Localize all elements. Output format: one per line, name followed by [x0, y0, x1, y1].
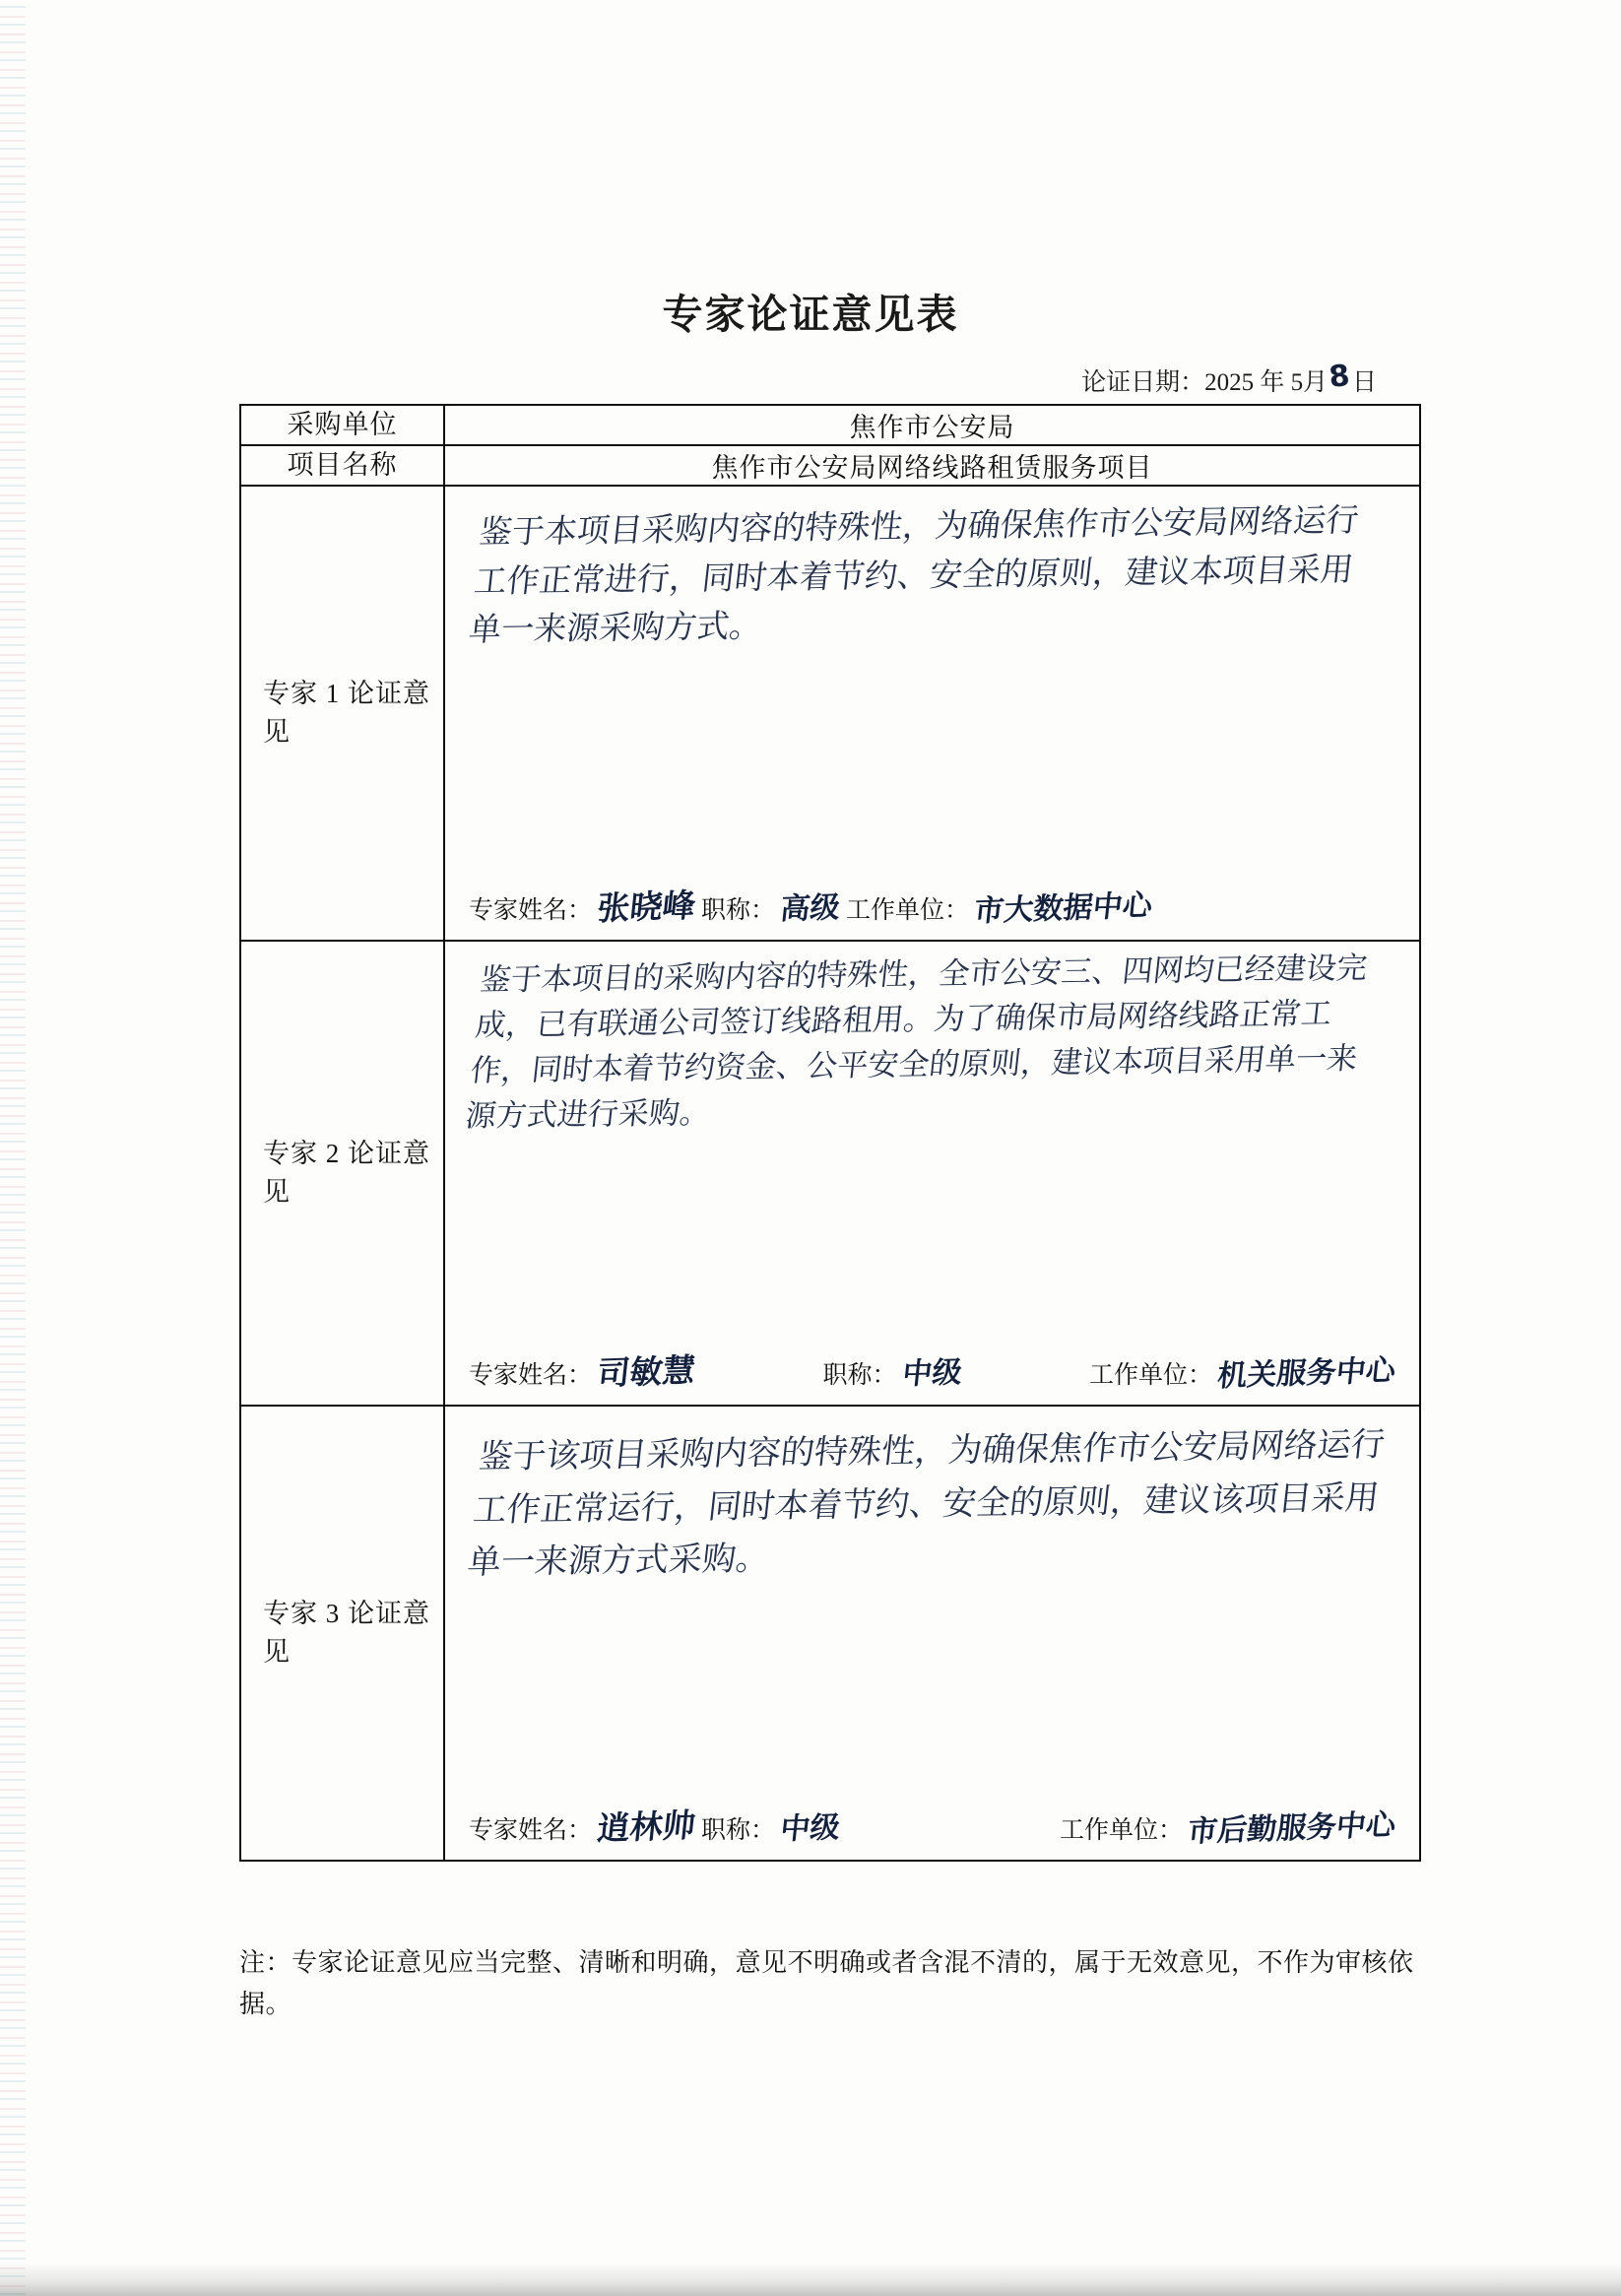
date-day-unit: 日: [1351, 369, 1377, 396]
expert-2-handwritten-opinion: 鉴于本项目的采购内容的特殊性，全市公安三、四网均已经建设完成，已有联通公司签订线路租用。为了确保市局网络线路正常工作，同时本着节约资金、公平安全的原则，建议本项目采用单一来源方式进行采购。: [463, 951, 1370, 1135]
expert-1-opinion-cell: [444, 486, 1420, 941]
table-row-purchaser: [240, 405, 1420, 445]
expert-2-org-label: 工作单位：: [1089, 1362, 1213, 1390]
expert-1-name-value: 张晓峰: [595, 886, 698, 928]
expert-3-label: 专家 3 论证意见: [240, 1406, 444, 1861]
expert-2-opinion-cell: [444, 941, 1420, 1406]
scan-bottom-shadow: [0, 2263, 1621, 2296]
date-prefix-label: 论证日期：: [1081, 369, 1205, 396]
expert-3-handwritten-opinion: 鉴于该项目采购内容的特殊性，为确保焦作市公安局网络运行工作正常运行，同时本着节约、安全的原则，建议该项目采用单一来源方式采购。: [465, 1424, 1388, 1584]
expert-2-title-label: 职称：: [822, 1362, 897, 1390]
expert-2-name-label: 专家姓名：: [469, 1362, 593, 1390]
expert-1-label: 专家 1 论证意见: [240, 486, 444, 941]
date-month-value: 5: [1290, 369, 1304, 396]
purchaser-label: 采购单位: [240, 405, 444, 445]
expert-3-name-value: 逍林帅: [595, 1805, 698, 1848]
purchaser-value: 焦作市公安局: [444, 405, 1420, 445]
date-month-unit: 月: [1303, 369, 1329, 396]
expert-opinion-table: [239, 404, 1421, 1862]
expert-1-handwritten-opinion: 鉴于本项目采购内容的特殊性，为确保焦作市公安局网络运行工作正常进行，同时本着节约、安全的原则，建议本项目采用单一来源采购方式。: [467, 500, 1361, 649]
expert-2-title-value: 中级: [900, 1355, 964, 1393]
project-name-label: 项目名称: [240, 445, 444, 486]
expert-2-name-value: 司敏慧: [595, 1350, 698, 1393]
expert-3-name-label: 专家姓名：: [469, 1817, 593, 1845]
expert-3-title-label: 职称：: [701, 1817, 776, 1845]
expert-1-title-label: 职称：: [701, 897, 776, 925]
date-year-unit: 年: [1260, 369, 1285, 396]
footer-note: 注：专家论证意见应当完整、清晰和明确，意见不明确或者含混不清的，属于无效意见，不作为审核依据。: [239, 1948, 1414, 2018]
expert-1-org-label: 工作单位：: [846, 897, 970, 925]
project-name-value: 焦作市公安局网络线路租赁服务项目: [444, 445, 1420, 486]
page-title: 专家论证意见表: [662, 292, 959, 337]
expert-1-title-value: 高级: [778, 890, 842, 928]
expert-3-title-value: 中级: [778, 1810, 842, 1848]
expert-2-signature-row: [445, 1346, 1419, 1393]
table-row-expert-1: [240, 486, 1420, 941]
expert-1-org-value: 市大数据中心: [972, 888, 1154, 930]
expert-3-opinion-cell: [444, 1406, 1420, 1861]
expert-2-label: 专家 2 论证意见: [240, 941, 444, 1406]
expert-2-org-value: 机关服务中心: [1215, 1353, 1397, 1395]
expert-1-signature-row: [445, 882, 1419, 928]
date-year-value: 2025: [1204, 369, 1255, 396]
table-row-expert-2: [240, 941, 1420, 1406]
expert-1-name-label: 专家姓名：: [469, 897, 593, 925]
date-day-handwritten: 8: [1327, 359, 1352, 396]
expert-3-org-label: 工作单位：: [1059, 1817, 1183, 1845]
argumentation-date: [1081, 359, 1377, 398]
table-row-expert-3: [240, 1406, 1420, 1861]
expert-3-org-value: 市后勤服务中心: [1186, 1807, 1397, 1850]
expert-3-signature-row: [445, 1802, 1419, 1848]
